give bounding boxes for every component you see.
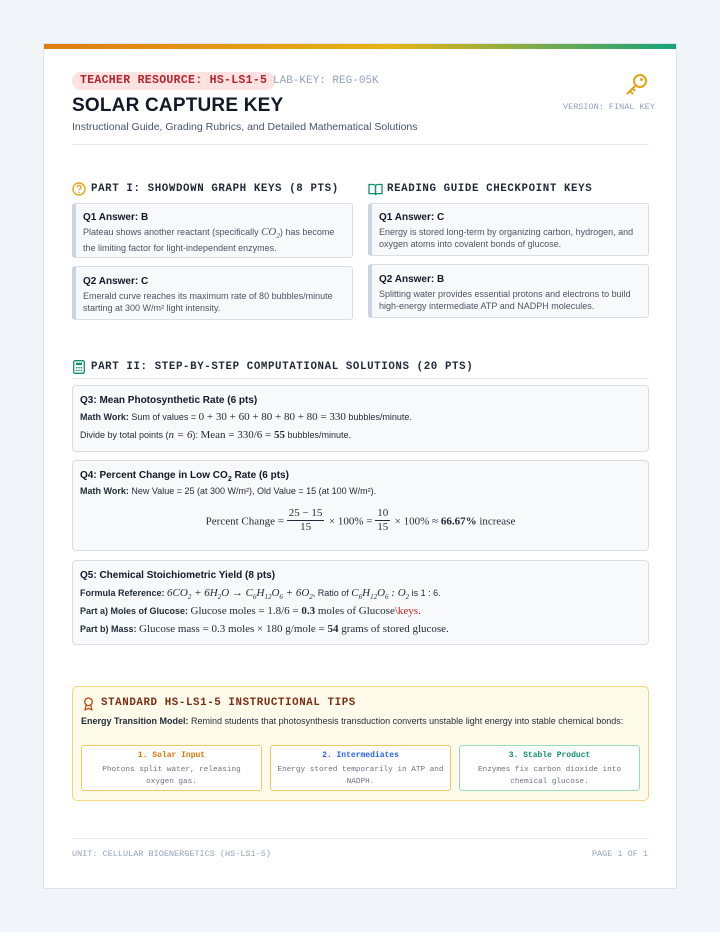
q3-mean-value: 55 [274,429,285,441]
tip-step-text: Energy stored temporarily in ATP and NADPH. [277,766,444,786]
card-heading: Q2 Answer: B [379,274,445,285]
tip-step-intermediates [270,745,451,791]
q5-part-b [80,623,449,635]
fraction-2 [375,507,390,534]
formula-label: Formula Reference: [80,588,165,598]
q4-eq-label: Percent Change = [205,515,287,528]
instructional-tips-panel [72,686,649,801]
fraction-2-denominator: 15 [377,521,389,533]
fraction-1-denominator: 15 [300,521,312,533]
q4-heading-subscript: 2 [227,476,232,483]
card-heading: Q1 Answer: B [83,212,149,223]
q4-percent-equation [73,507,648,534]
q3-divide-mid: ): [192,430,201,440]
teacher-resource-badge: TEACHER RESOURCE: HS-LS1-5 [72,72,275,90]
q4-approx: × 100% ≈ [394,515,441,528]
q5-heading: Q5: Chemical Stoichiometric Yield (8 pts) [80,570,276,581]
part-a-label: Part a) Moles of Glucose: [80,606,189,616]
footer-unit: UNIT: CELLULAR BIOENERGETICS (HS-LS1-5) [72,849,271,859]
ratio-text: , Ratio of [312,588,352,598]
reading-card-q2 [368,264,649,318]
q5-formula-line [80,587,441,601]
page-subtitle: Instructional Guide, Grading Rubrics, and Detailed Mathematical Solutions [72,121,418,133]
co2-formula: $CO_2$ [261,226,280,241]
footer-divider [72,838,649,839]
tip-step-title: 3. Stable Product [508,751,591,760]
question-circle-icon [72,182,86,196]
math-work-label: Math Work: [80,412,129,422]
gradient-top-bar [44,44,676,49]
tip-step-text: Photons split water, releasing oxygen gas. [102,766,241,786]
part2-divider [72,378,649,379]
tip-step-title: 2. Intermediates [322,751,399,760]
energy-model-label: Energy Transition Model: [81,716,189,726]
tip-step-text: Enzymes fix carbon dioxide into chemical glucose. [477,766,621,786]
part-b-post: grams of stored glucose. [338,623,449,635]
part-b-label: Part b) Mass: [80,624,137,634]
card-heading: Q2 Answer: C [83,276,149,287]
lab-key-label: LAB-KEY: REG-05K [273,75,379,87]
page-title: SOLAR CAPTURE KEY [72,95,284,116]
card-heading: Q1 Answer: C [379,212,445,223]
energy-model-description: Remind students that photosynthesis transduction converts unstable light energy into stable chemical bonds: [191,716,624,726]
q3-divide-pre: Divide by total points ( [80,430,169,440]
ratio-species: $C_6H_{12}O_6$ : $O_2$ [351,587,410,602]
part-a-post: moles of Glucose [315,605,395,617]
q4-work-text: New Value = 25 (at 300 W/m²), Old Value = 15 (at 100 W/m²). [131,486,377,496]
part2-title: PART II: STEP-BY-STEP COMPUTATIONAL SOLUTIONS (20 PTS) [91,361,474,373]
card-text [83,227,344,254]
q4-times: × 100% = [328,515,376,528]
q5-part-a: Part a) Moles of Glucose: Glucose moles = 1.8/6 = 0.3 moles of Glucose\keys. [80,605,421,617]
card-text-post: ) has become the limiting factor for light-independent enzymes. [83,227,335,253]
part-a-value: 0.3 [301,605,316,617]
q4-heading [80,470,289,483]
key-icon [624,72,650,98]
book-icon [368,183,383,196]
part-b-expression: Glucose mass = 0.3 moles × 180 g/mole = [139,623,328,635]
card-text: Energy is stored long-term by organizing carbon, hydrogen, and oxygen atoms into covalent bonds of glucose. [379,227,634,249]
award-ribbon-icon [83,697,94,711]
fraction-2-numerator: 10 [377,507,389,519]
part1-card-q2 [72,266,353,320]
q3-solution-box [72,385,649,452]
answer-key-sheet [43,43,677,889]
q3-n-expression: n = 6 [168,429,193,441]
q4-heading-post: Rate (6 pts) [231,470,289,481]
q3-heading: Q3: Mean Photosynthetic Rate (6 pts) [80,395,258,406]
q3-divide-post: bubbles/minute. [285,430,352,440]
q4-heading-pre: Q4: Percent Change in Low CO [80,470,228,481]
card-text: Emerald curve reaches its maximum rate of 80 bubbles/minute starting at 300 W/m² light intensity. [83,291,333,313]
energy-model-text [81,715,636,729]
q3-divide-line [80,429,351,441]
part-b-value: 54 [327,623,339,635]
tip-step-stable-product [459,745,640,791]
q4-result-post: increase [476,515,516,528]
ratio-value: is 1 : 6. [409,588,441,598]
footer-page-number: PAGE 1 OF 1 [591,849,648,859]
q3-sum-expression: 0 + 30 + 60 + 80 + 80 + 80 = 330 [198,411,346,423]
card-text: Splitting water provides essential protons and electrons to build high-energy intermediate ATP and NADPH molecules. [379,289,631,311]
tip-step-solar-input [81,745,262,791]
reading-card-q1 [368,203,649,256]
q4-result: 66.67% [440,515,477,528]
q5-solution-box [72,560,649,645]
q3-math-work [80,411,412,423]
q3-work-post: bubbles/minute. [345,412,412,422]
tip-step-title: 1. Solar Input [137,751,206,760]
latex-error-text: \keys [394,605,419,617]
math-work-label: Math Work: [80,486,129,496]
fraction-1 [287,507,325,534]
reading-title: READING GUIDE CHECKPOINT KEYS [387,183,593,195]
version-label: VERSION: FINAL KEY [563,102,655,112]
calculator-icon [73,360,85,374]
q3-work-pre: Sum of values = [131,412,199,422]
part1-card-q1 [72,203,353,258]
part-a-expression: Glucose moles = 1.8/6 = [190,605,302,617]
q4-solution-box [72,460,649,551]
card-text-pre: Plateau shows another reactant (specifically [83,227,262,237]
q3-mean-expression: Mean = 330/6 = [200,429,274,441]
q4-math-work [80,486,376,496]
tips-title: STANDARD HS-LS1-5 INSTRUCTIONAL TIPS [101,697,356,709]
fraction-1-numerator: 25 − 15 [288,507,323,519]
part1-title: PART I: SHOWDOWN GRAPH KEYS (8 PTS) [91,183,339,195]
photosynthesis-equation: $6CO_2 + 6H_2O \to C_6H_{12}O_6 + 6O_2$ [167,587,313,602]
header-divider [72,144,649,145]
